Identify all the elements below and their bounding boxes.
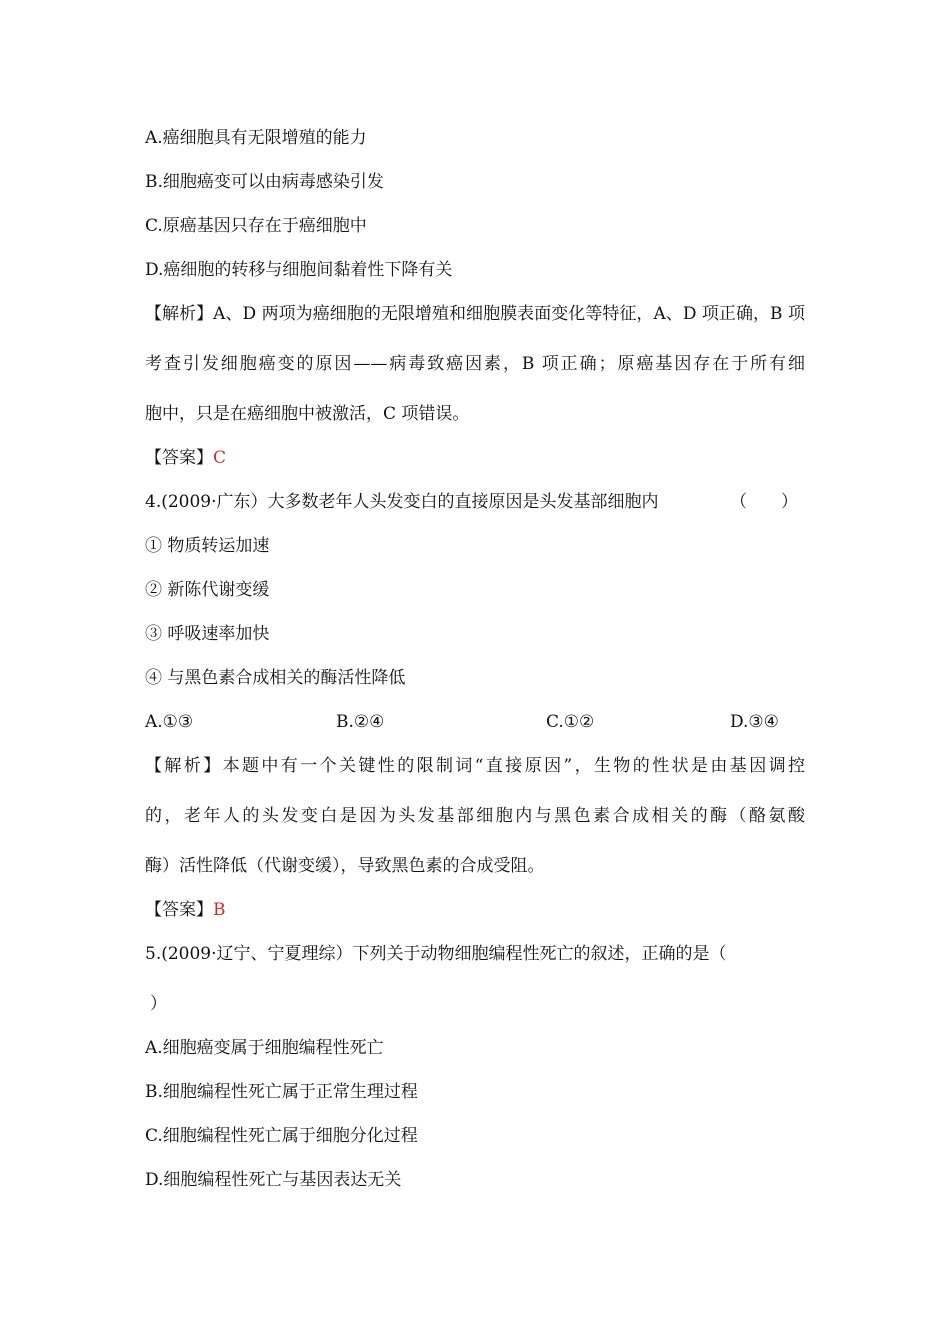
answer-value: B	[213, 900, 226, 920]
q4-analysis-line-2: 的，老年人的头发变白是因为头发基部细胞内与黑色素合成相关的酶（酪氨酸	[145, 806, 805, 826]
answer-label: 【答案】	[145, 448, 213, 468]
q3-answer	[145, 446, 226, 470]
q4-item-1: ① 物质转运加速	[145, 536, 270, 556]
q3-analysis-line-3: 胞中，只是在癌细胞中被激活，C 项错误。	[145, 404, 470, 424]
q3-option-c: C.原癌基因只存在于癌细胞中	[145, 216, 367, 236]
q5-option-b: B.细胞编程性死亡属于正常生理过程	[145, 1082, 418, 1102]
q4-item-3: ③ 呼吸速率加快	[145, 624, 270, 644]
q4-choice-b: B.②④	[336, 712, 385, 732]
q4-analysis-line-3: 酶）活性降低（代谢变缓），导致黑色素的合成受阻。	[145, 856, 545, 876]
q3-analysis-line-1: 【解析】A、D 两项为癌细胞的无限增殖和细胞膜表面变化等特征，A、D 项正确，B 项	[145, 304, 805, 324]
answer-value: C	[213, 448, 227, 468]
q3-analysis-line-2: 考查引发细胞癌变的原因——病毒致癌因素，B 项正确；原癌基因存在于所有细	[145, 354, 805, 374]
answer-label: 【答案】	[145, 900, 213, 920]
q5-option-a: A.细胞癌变属于细胞编程性死亡	[145, 1038, 384, 1058]
q3-option-a: A.癌细胞具有无限增殖的能力	[145, 128, 367, 148]
q4-answer-blank: （ ）	[730, 492, 798, 512]
q3-option-b: B.细胞癌变可以由病毒感染引发	[145, 172, 384, 192]
q4-choice-d: D.③④	[730, 712, 779, 732]
q4-choice-c: C.①②	[546, 712, 595, 732]
q5-stem-continuation: ）	[150, 994, 167, 1014]
q5-option-c: C.细胞编程性死亡属于细胞分化过程	[145, 1126, 418, 1146]
q4-stem: 4.(2009·广东）大多数老年人头发变白的直接原因是头发基部细胞内	[145, 492, 659, 512]
q5-stem: 5.(2009·辽宁、宁夏理综）下列关于动物细胞编程性死亡的叙述，正确的是（	[145, 944, 727, 964]
q4-item-2: ② 新陈代谢变缓	[145, 580, 270, 600]
q3-option-d: D.癌细胞的转移与细胞间黏着性下降有关	[145, 260, 453, 280]
q5-option-d: D.细胞编程性死亡与基因表达无关	[145, 1170, 402, 1190]
q4-analysis-line-1: 【解析】本题中有一个关键性的限制词“直接原因”，生物的性状是由基因调控	[145, 756, 805, 776]
q4-choice-a: A.①③	[145, 712, 194, 732]
q4-item-4: ④ 与黑色素合成相关的酶活性降低	[145, 668, 406, 688]
q4-answer	[145, 898, 226, 922]
